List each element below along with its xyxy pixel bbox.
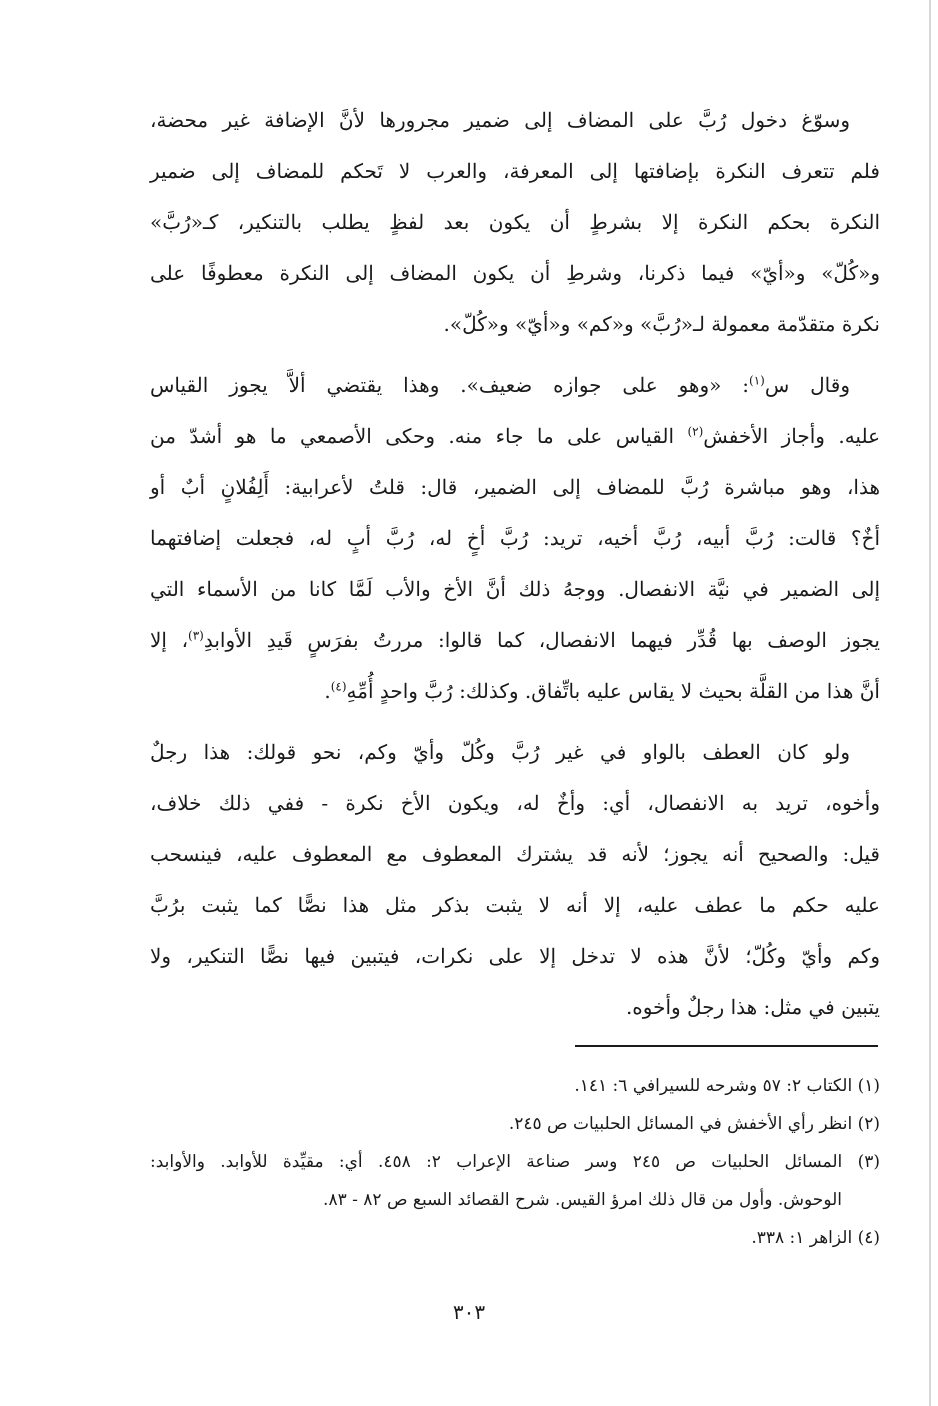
footnote-ref: (٤) — [330, 679, 347, 694]
line-text: . — [324, 679, 331, 703]
text-line: وكم وأيّ وكُلّ؛ لأنَّ هذه لا تدخل إلا على نكرات، فيتبين فيها نصًّا التنكير، ولا — [150, 944, 880, 968]
line-text: عليه. وأجاز الأخفش — [703, 424, 881, 448]
line-text: القياس على ما جاء منه. وحكى الأصمعي ما هو أشدّ من — [150, 424, 688, 448]
footnote-number: (١) — [857, 1076, 880, 1096]
footnote-text: المسائل الحلبيات ص ٢٤٥ وسر صناعة الإعراب ٢: ٤٥٨. أي: مقيِّدة للأوابد. والأوابد: — [150, 1152, 843, 1172]
footnote-2 — [150, 1105, 880, 1143]
line-text: : «وهو على جوازه ضعيف». وهذا يقتضي ألاَّ يجوز القياس — [150, 373, 749, 397]
text-line: قيل: والصحيح أنه يجوز؛ لأنه قد يشترك المعطوف مع المعطوف عليه، فينسحب — [150, 842, 880, 866]
text-line: ولو كان العطف بالواو في غير رُبَّ وكُلّ وأيّ وكم، نحو قولك: هذا رجلٌ — [150, 740, 850, 764]
footnote-ref: (٣) — [188, 628, 204, 643]
footnote-ref: (١) — [749, 373, 765, 388]
footnote-number: (٣) — [857, 1152, 880, 1172]
footnote-3 — [150, 1143, 880, 1181]
footnote-divider — [575, 1045, 878, 1047]
footnote-text: الكتاب ٢: ٥٧ وشرحه للسيرافي ٦: ١٤١. — [574, 1076, 853, 1096]
footnote-4 — [150, 1219, 880, 1257]
footnote-text: انظر رأي الأخفش في المسائل الحلبيات ص ٢٤٥. — [508, 1114, 853, 1134]
line-text: يجوز الوصف بها قُدِّر فيهما الانفصال، كما قالوا: مررتُ بفرَسٍ قَيدِ الأوابدِ — [203, 628, 880, 652]
paragraph-1 — [150, 95, 880, 350]
paragraph-3 — [150, 727, 880, 1033]
line-text: ، إلا — [150, 628, 189, 652]
line-text: وقال س — [764, 373, 850, 397]
text-line: يتبين في مثل: هذا رجلٌ وأخوه. — [625, 995, 880, 1019]
footnote-1 — [150, 1067, 880, 1105]
line-text: أنَّ هذا من القلَّة بحيث لا يقاس عليه باتِّفاق. وكذلك: رُبَّ واحدٍ أُمِّهِ — [346, 679, 880, 703]
footnotes — [150, 1067, 880, 1257]
text-line — [150, 615, 880, 666]
text-line: فلم تتعرف النكرة بإضافتها إلى المعرفة، والعرب لا تَحكم للمضاف إلى ضمير — [150, 159, 880, 183]
page-number: ٣٠٣ — [452, 1300, 486, 1324]
text-line: هذا، وهو مباشرة رُبَّ للمضاف إلى الضمير، قال: قلتُ لأعرابية: أَلِفُلانٍ أبٌ أو — [150, 475, 880, 499]
text-line — [150, 666, 880, 717]
text-line: نكرة متقدّمة معمولة لـ«رُبَّ» و«كم» و«أيّ» و«كُلّ». — [443, 312, 880, 336]
text-line: وأخوه، تريد به الانفصال، أي: وأخٌ له، ويكون الأخ نكرة - ففي ذلك خلاف، — [150, 791, 880, 815]
scan-edge-line — [929, 0, 931, 1406]
footnote-number: (٢) — [857, 1114, 880, 1134]
footnote-ref: (٢) — [687, 424, 704, 439]
text-line — [150, 360, 880, 411]
text-line: إلى الضمير في نيَّة الانفصال. ووجهُ ذلك أنَّ الأخ والأب لَمَّا كانا من الأسماء التي — [150, 577, 880, 601]
text-line: عليه حكم ما عطف عليه، إلا أنه لا يثبت بذكر مثل هذا نصًّا كما يثبت برُبَّ — [150, 893, 880, 917]
footnote-text: الزاهر ١: ٣٣٨. — [751, 1228, 853, 1248]
footnote-number: (٤) — [857, 1228, 880, 1248]
text-line: أخٌ؟ قالت: رُبَّ أبيه، رُبَّ أخيه، تريد: رُبَّ أخٍ له، رُبَّ أبٍ له، فجعلت إضافتهما — [150, 526, 881, 550]
footnote-3-continued: الوحوش. وأول من قال ذلك امرؤ القيس. شرح القصائد السبع ص ٨٢ - ٨٣. — [323, 1190, 842, 1210]
text-line: و«كُلّ» و«أيّ» فيما ذكرنا، وشرطِ أن يكون المضاف إلى النكرة معطوفًا على — [150, 261, 880, 285]
paragraph-2 — [150, 360, 880, 717]
main-text — [150, 95, 880, 1043]
text-line — [150, 411, 880, 462]
text-line: وسوّغ دخول رُبَّ على المضاف إلى ضمير مجرورها لأنَّ الإضافة غير محضة، — [150, 108, 850, 132]
text-line: النكرة بحكم النكرة إلا بشرطٍ أن يكون بعد لفظٍ يطلب بالتنكير، كـ«رُبَّ» — [150, 210, 880, 234]
